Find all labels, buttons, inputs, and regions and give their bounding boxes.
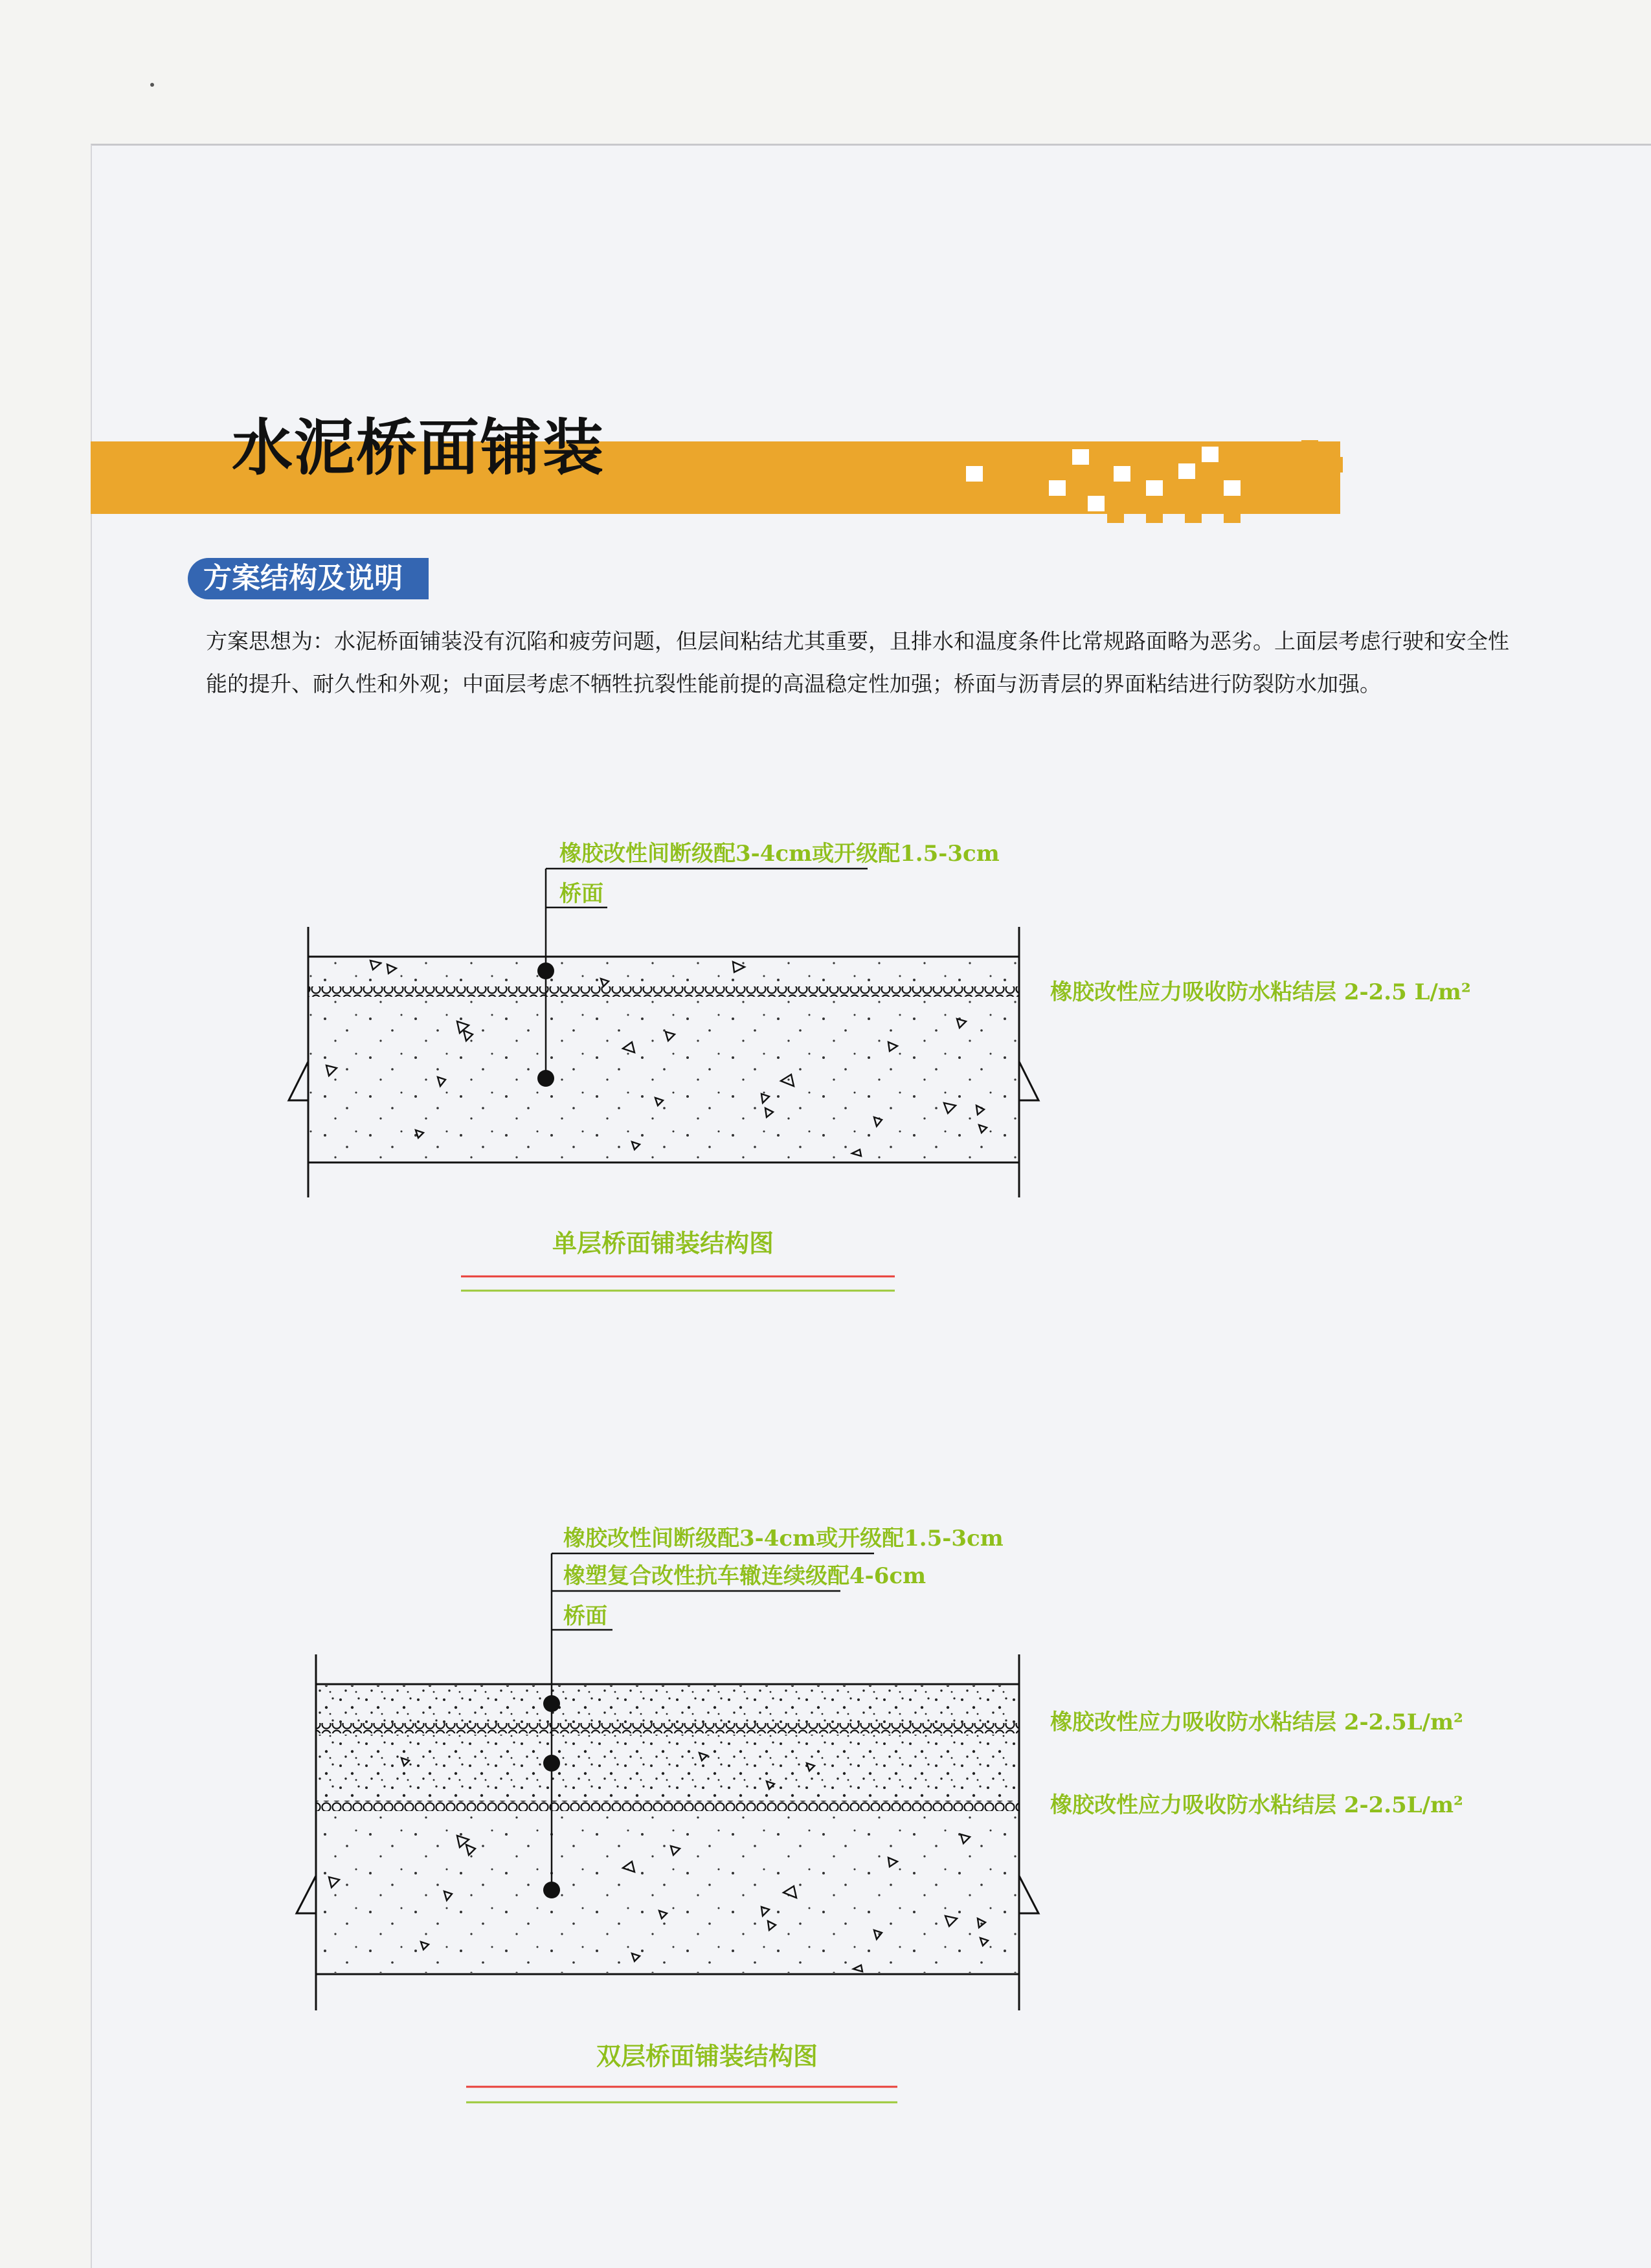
single-top-layer-label: 橡胶改性间断级配3-4cm或开级配1.5-3cm [559, 841, 1000, 867]
double-lower-bond-label: 橡胶改性应力吸收防水粘结层 2-2.5L/m² [1050, 1792, 1463, 1818]
double-diagram-caption: 双层桥面铺装结构图 [596, 2041, 818, 2071]
middle-layer-marker [543, 1755, 560, 1772]
page-title: 水泥桥面铺装 [232, 413, 605, 484]
double-deck-label: 桥面 [563, 1603, 607, 1629]
deck-marker [537, 1070, 554, 1087]
top-layer-marker [537, 962, 554, 979]
double-layer-diagram [297, 1526, 1463, 2102]
single-deck-label: 桥面 [559, 881, 603, 907]
top-layer-marker [543, 1695, 560, 1712]
double-upper-bond-label: 橡胶改性应力吸收防水粘结层 2-2.5L/m² [1050, 1709, 1463, 1735]
section-title-badge: 方案结构及说明 [188, 558, 429, 599]
single-layer-diagram [289, 841, 1471, 1291]
double-top-layer-label: 橡胶改性间断级配3-4cm或开级配1.5-3cm [563, 1526, 1004, 1551]
intro-paragraph: 方案思想为：水泥桥面铺装没有沉陷和疲劳问题，但层间粘结尤其重要，且排水和温度条件比常规路面略为恶劣。上面层考虑行驶和安全性能的提升、耐久性和外观；中面层考虑不牺牲抗裂性能前提的高温稳定性加强；桥面与沥青层的界面粘结进行防裂防水加强。 [206, 628, 1509, 696]
single-bond-layer-label: 橡胶改性应力吸收防水粘结层 2-2.5 L/m² [1050, 979, 1471, 1005]
deck-marker [543, 1882, 560, 1898]
double-middle-layer-label: 橡塑复合改性抗车辙连续级配4-6cm [563, 1563, 927, 1589]
single-diagram-caption: 单层桥面铺装结构图 [552, 1228, 774, 1258]
